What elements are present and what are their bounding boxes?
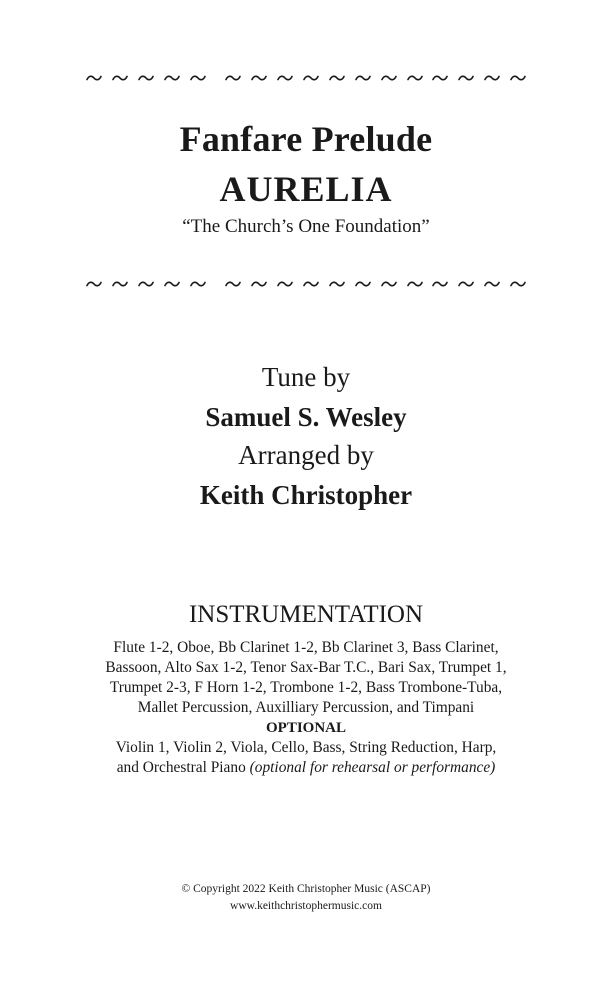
- tilde-wave-icon: [112, 74, 128, 82]
- title-line-1: Fanfare Prelude: [179, 119, 433, 159]
- subtitle: “The Church’s One Foundation”: [182, 216, 430, 237]
- tilde-wave-icon: [484, 74, 500, 82]
- tilde-wave-icon: [190, 74, 206, 82]
- tilde-wave-icon: [303, 280, 319, 288]
- tilde-wave-icon: [86, 74, 102, 82]
- tilde-wave-icon: [381, 74, 397, 82]
- tilde-wave-icon: [381, 280, 397, 288]
- tilde-wave-icon: [510, 74, 526, 82]
- tilde-wave-icon: [225, 74, 241, 82]
- tilde-wave-icon: [251, 280, 267, 288]
- instrumentation-line: Trumpet 2-3, F Horn 1-2, Trombone 1-2, Bass Trombone-Tuba,: [109, 679, 503, 696]
- copyright-notice: © Copyright 2022 Keith Christopher Music (ASCAP): [181, 883, 431, 895]
- tilde-wave-icon: [164, 74, 180, 82]
- tilde-wave-icon: [277, 74, 293, 82]
- tilde-wave-icon: [355, 74, 371, 82]
- tilde-wave-icon: [432, 280, 448, 288]
- instrumentation-list: [0, 638, 612, 778]
- optional-heading: OPTIONAL: [265, 720, 346, 736]
- optional-line: and Orchestral Piano: [116, 759, 246, 776]
- instrumentation-heading: INSTRUMENTATION: [188, 601, 424, 628]
- tilde-wave-icon: [138, 280, 154, 288]
- tilde-wave-icon: [355, 280, 371, 288]
- tilde-wave-icon: [251, 74, 267, 82]
- tilde-wave-icon: [458, 280, 474, 288]
- tilde-ornament-bottom: [86, 277, 526, 291]
- tilde-wave-icon: [407, 280, 423, 288]
- tilde-wave-icon: [303, 74, 319, 82]
- arranged-by-label: Arranged by: [238, 440, 374, 470]
- tilde-wave-icon: [164, 280, 180, 288]
- instrumentation-line: Bassoon, Alto Sax 1-2, Tenor Sax-Bar T.C., Bari Sax, Trumpet 1,: [105, 659, 507, 676]
- instrumentation-line: Mallet Percussion, Auxilliary Percussion, and Timpani: [137, 699, 475, 716]
- tilde-wave-icon: [225, 280, 241, 288]
- tilde-wave-icon: [138, 74, 154, 82]
- tilde-wave-icon: [86, 280, 102, 288]
- tilde-wave-icon: [329, 74, 345, 82]
- tilde-wave-icon: [112, 280, 128, 288]
- tilde-wave-icon: [277, 280, 293, 288]
- tilde-wave-icon: [510, 280, 526, 288]
- optional-line: Violin 1, Violin 2, Viola, Cello, Bass, String Reduction, Harp,: [115, 739, 497, 756]
- tilde-wave-icon: [484, 280, 500, 288]
- tilde-wave-icon: [329, 280, 345, 288]
- title-line-2: AURELIA: [219, 169, 393, 209]
- tilde-wave-icon: [458, 74, 474, 82]
- composer-name: Samuel S. Wesley: [205, 402, 407, 432]
- tilde-wave-icon: [190, 280, 206, 288]
- arranger-name: Keith Christopher: [199, 480, 413, 510]
- optional-note: (optional for rehearsal or performance): [249, 759, 496, 776]
- website-url: www.keithchristophermusic.com: [230, 900, 382, 912]
- tilde-wave-icon: [407, 74, 423, 82]
- tilde-ornament-top: [86, 71, 526, 85]
- instrumentation-line: Flute 1-2, Oboe, Bb Clarinet 1-2, Bb Clarinet 3, Bass Clarinet,: [113, 639, 499, 656]
- optional-line-with-note: [0, 758, 612, 778]
- tilde-wave-icon: [432, 74, 448, 82]
- tune-by-label: Tune by: [261, 362, 351, 392]
